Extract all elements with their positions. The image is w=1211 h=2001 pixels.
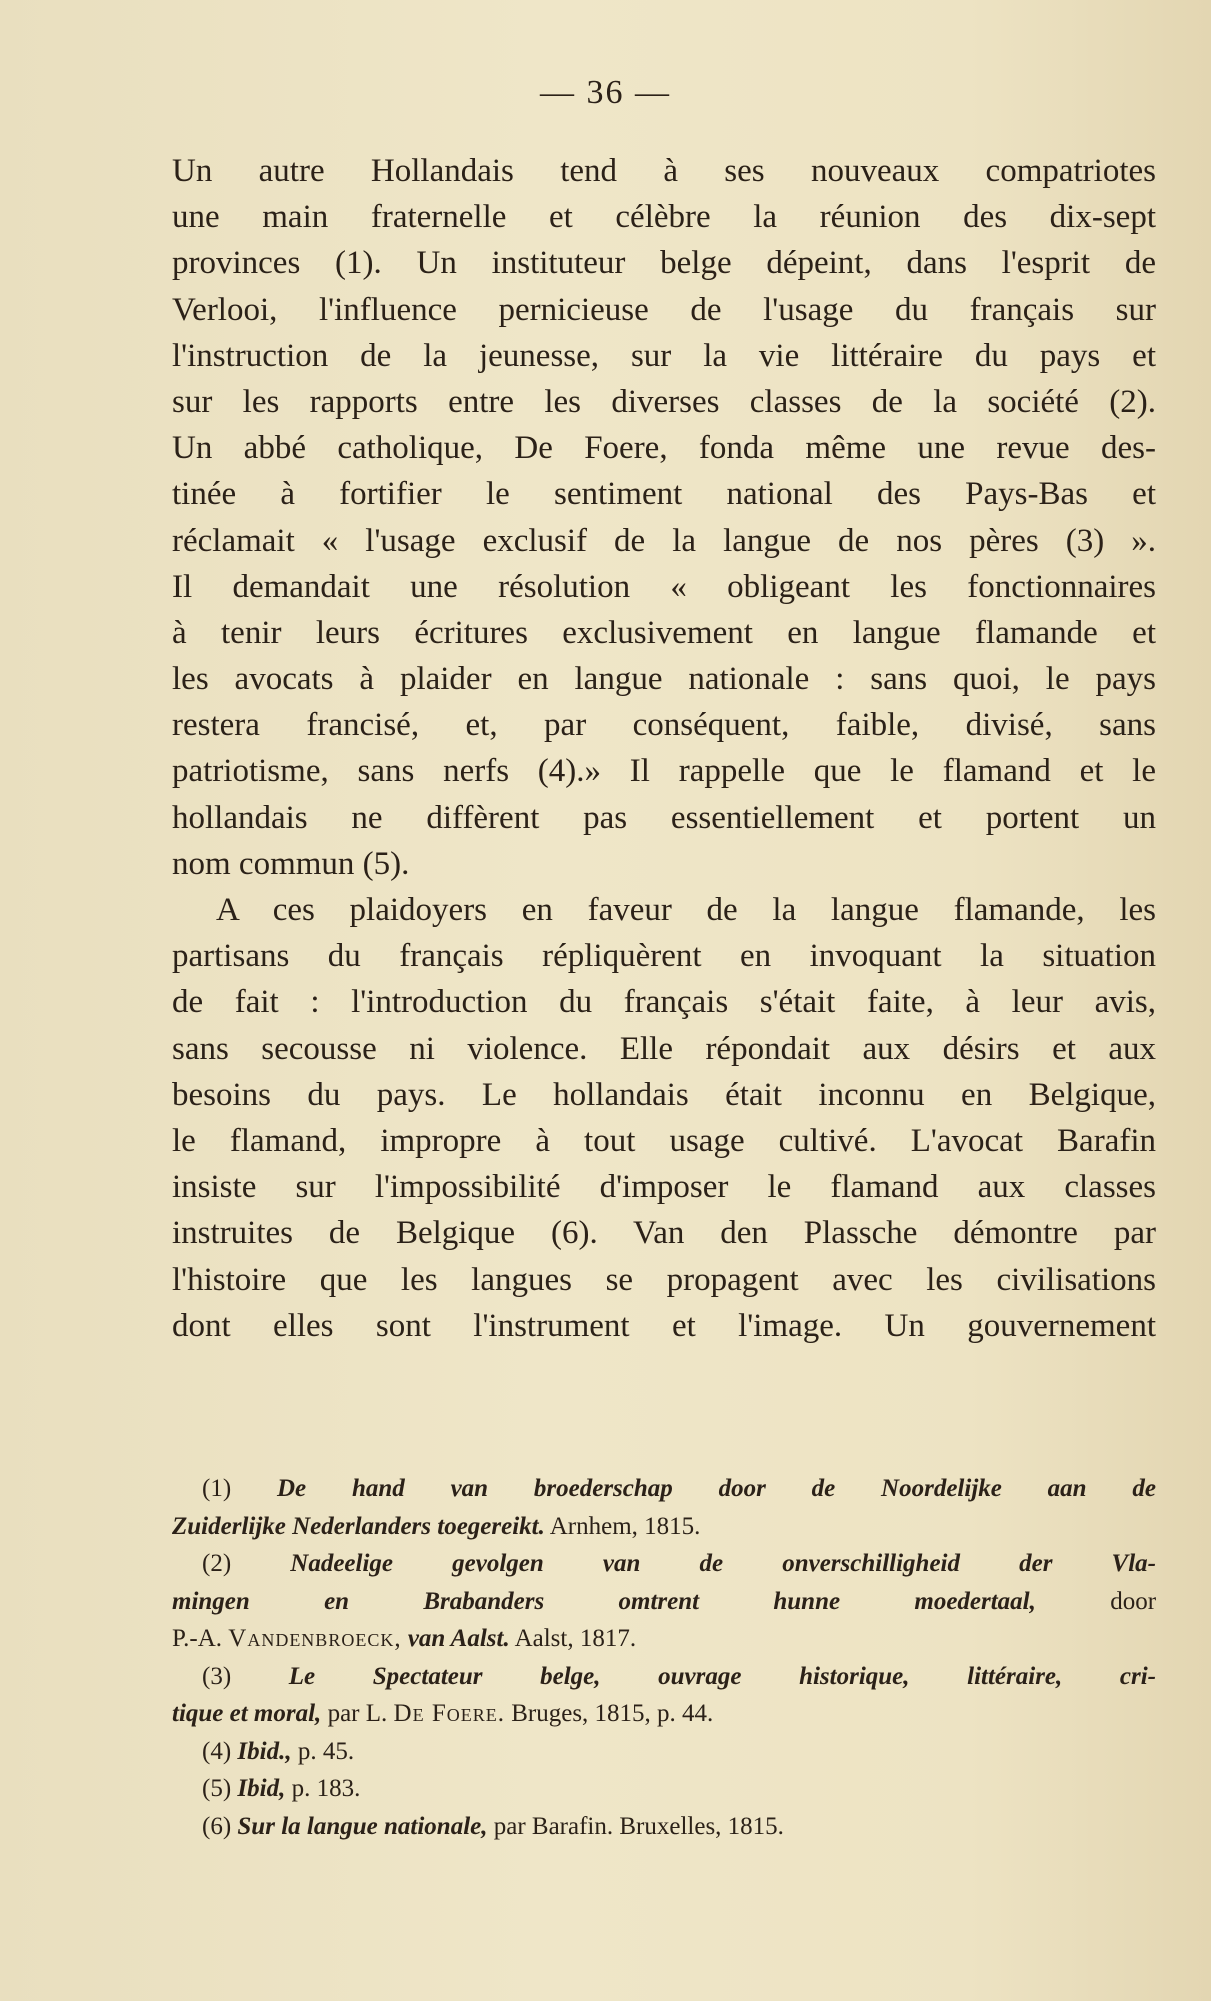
body-line: nom commun (5). bbox=[172, 845, 410, 882]
footnote-citation: par Barafin. Bruxelles, 1815. bbox=[493, 1812, 784, 1840]
footnote-number: (6) bbox=[202, 1812, 232, 1840]
footnote-2-line-1 bbox=[172, 1545, 1156, 1583]
body-text bbox=[172, 148, 1156, 1349]
body-line: de fait : l'introduction du français s'était faite, à leur avis, bbox=[172, 984, 1156, 1021]
body-line: besoins du pays. Le hollandais était inconnu en Belgique, bbox=[172, 1076, 1156, 1113]
footnote-title: Sur la langue nationale, bbox=[237, 1812, 488, 1840]
footnote-number: (5) bbox=[202, 1775, 232, 1802]
footnote-title: De hand van broederschap door de Noordelijke aan de bbox=[276, 1475, 1157, 1502]
footnote-title: Zuiderlijke Nederlanders toegereikt. bbox=[172, 1512, 545, 1540]
body-line: les avocats à plaider en langue nationale : sans quoi, le pays bbox=[172, 661, 1156, 698]
footnote-2-line-3 bbox=[172, 1620, 1156, 1658]
body-line: Il demandait une résolution « obligeant les fonctionnaires bbox=[172, 568, 1156, 605]
footnote-citation: p. 45. bbox=[297, 1737, 355, 1765]
footnote-ibid: Ibid, bbox=[237, 1775, 286, 1802]
body-line: l'histoire que les langues se propagent avec les civilisations bbox=[172, 1261, 1156, 1298]
footnote-4 bbox=[172, 1733, 1156, 1771]
body-line: le flamand, impropre à tout usage cultivé. L'avocat Barafin bbox=[172, 1122, 1156, 1159]
footnote-author: De Foere. bbox=[393, 1700, 505, 1727]
footnote-title: mingen en Brabanders omtrent hunne moedertaal, bbox=[172, 1587, 1036, 1615]
footnote-author-initials: P.-A. bbox=[172, 1625, 223, 1652]
footnote-1-line-1 bbox=[172, 1470, 1156, 1508]
footnote-citation: door bbox=[1110, 1587, 1157, 1615]
footnote-by: par L. bbox=[327, 1700, 388, 1727]
body-line: Un abbé catholique, De Foere, fonda même une revue des- bbox=[172, 430, 1156, 467]
footnote-3-line-2 bbox=[172, 1695, 1156, 1733]
footnote-origin: van Aalst. bbox=[407, 1625, 510, 1652]
footnote-title: Nadeelige gevolgen van de onverschilligheid der Vla- bbox=[290, 1550, 1157, 1577]
footnote-citation: Arnhem, 1815. bbox=[549, 1512, 701, 1540]
body-line: patriotisme, sans nerfs (4).» Il rappelle que le flamand et le bbox=[172, 753, 1156, 790]
footnotes bbox=[172, 1470, 1156, 1845]
footnote-1-line-2 bbox=[172, 1508, 1156, 1546]
footnote-ibid: Ibid., bbox=[237, 1737, 292, 1765]
footnote-number: (2) bbox=[202, 1550, 232, 1577]
body-line: sur les rapports entre les diverses classes de la société (2). bbox=[172, 383, 1156, 420]
body-line: A ces plaidoyers en faveur de la langue flamande, les bbox=[216, 892, 1156, 928]
body-line: réclamait « l'usage exclusif de la langue de nos pères (3) ». bbox=[172, 522, 1156, 559]
body-line: Verlooi, l'influence pernicieuse de l'usage du français sur bbox=[172, 291, 1156, 328]
footnote-5 bbox=[172, 1770, 1156, 1808]
body-line: insiste sur l'impossibilité d'imposer le flamand aux classes bbox=[172, 1169, 1156, 1206]
body-line: provinces (1). Un instituteur belge dépeint, dans l'esprit de bbox=[172, 245, 1156, 282]
body-line: à tenir leurs écritures exclusivement en langue flamande et bbox=[172, 614, 1156, 651]
body-line: Un autre Hollandais tend à ses nouveaux compatriotes bbox=[172, 153, 1156, 189]
footnote-citation: Aalst, 1817. bbox=[514, 1625, 637, 1652]
footnote-number: (4) bbox=[202, 1737, 232, 1765]
footnote-number: (1) bbox=[202, 1475, 232, 1502]
body-line: l'instruction de la jeunesse, sur la vie littéraire du pays et bbox=[172, 337, 1156, 374]
page-number: — 36 — bbox=[540, 74, 671, 111]
body-line: partisans du français répliquèrent en invoquant la situation bbox=[172, 938, 1156, 975]
footnote-number: (3) bbox=[202, 1662, 232, 1690]
footnote-title: Le Spectateur belge, ouvrage historique, littéraire, cri- bbox=[288, 1662, 1156, 1690]
footnote-2-line-2 bbox=[172, 1583, 1156, 1621]
body-line: instruites de Belgique (6). Van den Plassche démontre par bbox=[172, 1215, 1156, 1252]
body-line: restera francisé, et, par conséquent, faible, divisé, sans bbox=[172, 707, 1156, 744]
footnote-citation: p. 183. bbox=[291, 1775, 361, 1802]
footnote-6 bbox=[172, 1808, 1156, 1846]
footnote-author: Vandenbroeck, bbox=[228, 1625, 402, 1652]
footnote-3-line-1 bbox=[172, 1658, 1156, 1696]
body-line: sans secousse ni violence. Elle répondait aux désirs et aux bbox=[172, 1030, 1156, 1067]
footnote-citation: Bruges, 1815, p. 44. bbox=[511, 1700, 714, 1727]
body-line: hollandais ne diffèrent pas essentiellement et portent un bbox=[172, 799, 1156, 836]
body-line: une main fraternelle et célèbre la réunion des dix-sept bbox=[172, 199, 1156, 236]
body-line: tinée à fortifier le sentiment national des Pays-Bas et bbox=[172, 476, 1156, 513]
footnote-title: tique et moral, bbox=[172, 1700, 322, 1727]
body-line: dont elles sont l'instrument et l'image. Un gouvernement bbox=[172, 1307, 1156, 1344]
